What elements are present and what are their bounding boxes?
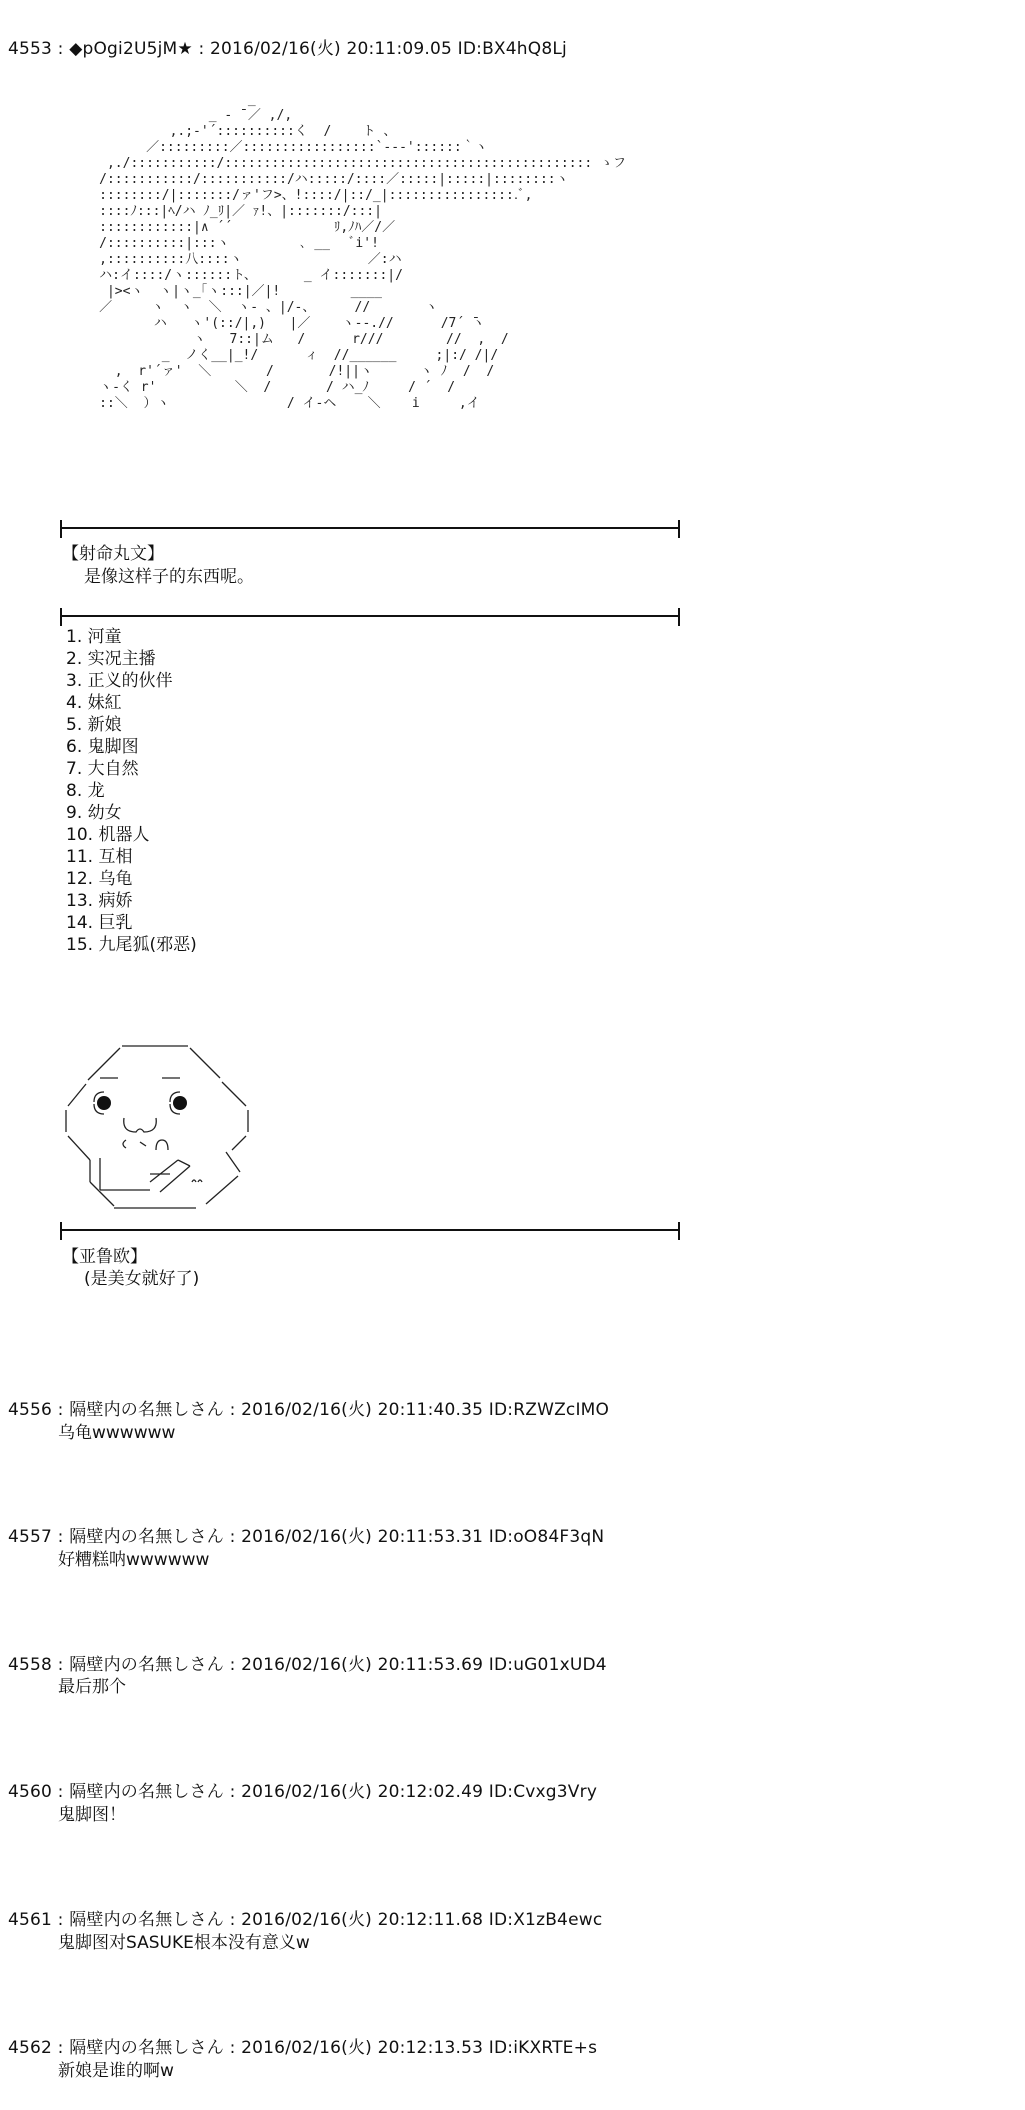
post-header: 4561 : 隔壁内の名無しさん : 2016/02/16(火) 20:12:11.68 ID:X1zB4ewc [8,1910,603,1930]
ascii-art-aya: _ _ ‐ ̄ ／ ,/, ,.;-'´::::::::::く / ト 、 ／:::::::::／:::::::::::::::::`‐‐‐'::::::｀ヽ ,./:::::::::::/::::::::::::::::::::::::::::::::::::::::::::::: ゝフ /:::::::::::/:::::::::::/ハ:::::/::::／:::::|:::::|::::::::ヽ ::::::::/|:::::::/ァ'フ>、!::::/|::/_|::::::::::::::::.ﾞ, ::::ﾉ:::|ﾍ/ハ ﾉ_ﾘ|／ ｧ!、|:::::::/:::| ::::::::::::|∧ ´´ ﾘ,ﾉﾊ／/／ /::::::::::|:::ヽ ､ __ ﾞi'! ,::::::::::八::::ヽ ／:ハ ハ:イ::::/ヽ::::::ト、 _ イ:::::::|/ |><ヽ ヽ|ヽ_｢ヽ:::|／|! ____ ／ ヽ ヽ ＼ ヽ- 、|/‐、 // ヽ ハ ヽ'(::/|,) |／ ヽ--.// /7´ ̄ヽ ヽ 7::|ム / r/// // , / _ ノく__|_!/ ィ //______ ;|:/ /|/ , r'´ァ' ＼ / /!||ヽ ヽ ﾉ / / ヽ-く r' ＼ / / ハ_ﾉ / ´ / ::＼ ）ヽ / イ-ヘ ＼ i ,イ [99,92,627,411]
numbered-list [66,626,197,956]
post-body: 新娘是谁的啊w [58,2061,174,2081]
list-item: 10. 机器人 [66,825,150,845]
post-body: 好糟糕呐wwwwww [58,1550,210,1570]
list-item: 6. 鬼脚图 [66,737,139,757]
list-item: 11. 互相 [66,847,133,867]
speaker-name: 【射命丸文】 [62,544,164,564]
dialogue-line: (是美女就好了) [84,1269,200,1289]
post-body: 鬼脚图！ [58,1805,126,1825]
speaker-name: 【亚鲁欧】 [62,1247,147,1267]
post-body: 鬼脚图对SASUKE根本没有意义w [58,1933,310,1953]
post-header-4553: 4553 : ◆pOgi2U5jM★ : 2016/02/16(火) 20:11:09.05 ID:BX4hQ8Lj [8,39,567,59]
list-item: 13. 病娇 [66,891,133,911]
post-header: 4562 : 隔壁内の名無しさん : 2016/02/16(火) 20:12:13.53 ID:iKXRTE+s [8,2038,598,2058]
post-header: 4560 : 隔壁内の名無しさん : 2016/02/16(火) 20:12:02.49 ID:Cvxg3Vry [8,1782,598,1802]
post-body: 乌龟wwwwww [58,1423,176,1443]
post-header: 4558 : 隔壁内の名無しさん : 2016/02/16(火) 20:11:53.69 ID:uG01xUD4 [8,1655,607,1675]
post-body: 最后那个 [58,1677,126,1697]
post-header: 4556 : 隔壁内の名無しさん : 2016/02/16(火) 20:11:40.35 ID:RZWZcIMO [8,1400,610,1420]
list-item: 15. 九尾狐(邪恶) [66,935,197,955]
list-item: 12. 乌龟 [66,869,133,889]
separator-rule [60,615,680,617]
list-item: 4. 妹紅 [66,693,122,713]
list-item: 9. 幼女 [66,803,122,823]
list-item: 2. 实况主播 [66,649,156,669]
separator-rule [60,1229,680,1231]
post-header: 4557 : 隔壁内の名無しさん : 2016/02/16(火) 20:11:53.31 ID:oO84F3qN [8,1527,605,1547]
yaruo-face-art [60,1032,260,1222]
list-item: 7. 大自然 [66,759,139,779]
list-item: 3. 正义的伙伴 [66,671,173,691]
dialogue-line: 是像这样子的东西呢。 [84,567,254,587]
list-item: 14. 巨乳 [66,913,133,933]
separator-rule [60,527,680,529]
list-item: 5. 新娘 [66,715,122,735]
list-item: 8. 龙 [66,781,105,801]
list-item: 1. 河童 [66,627,122,647]
